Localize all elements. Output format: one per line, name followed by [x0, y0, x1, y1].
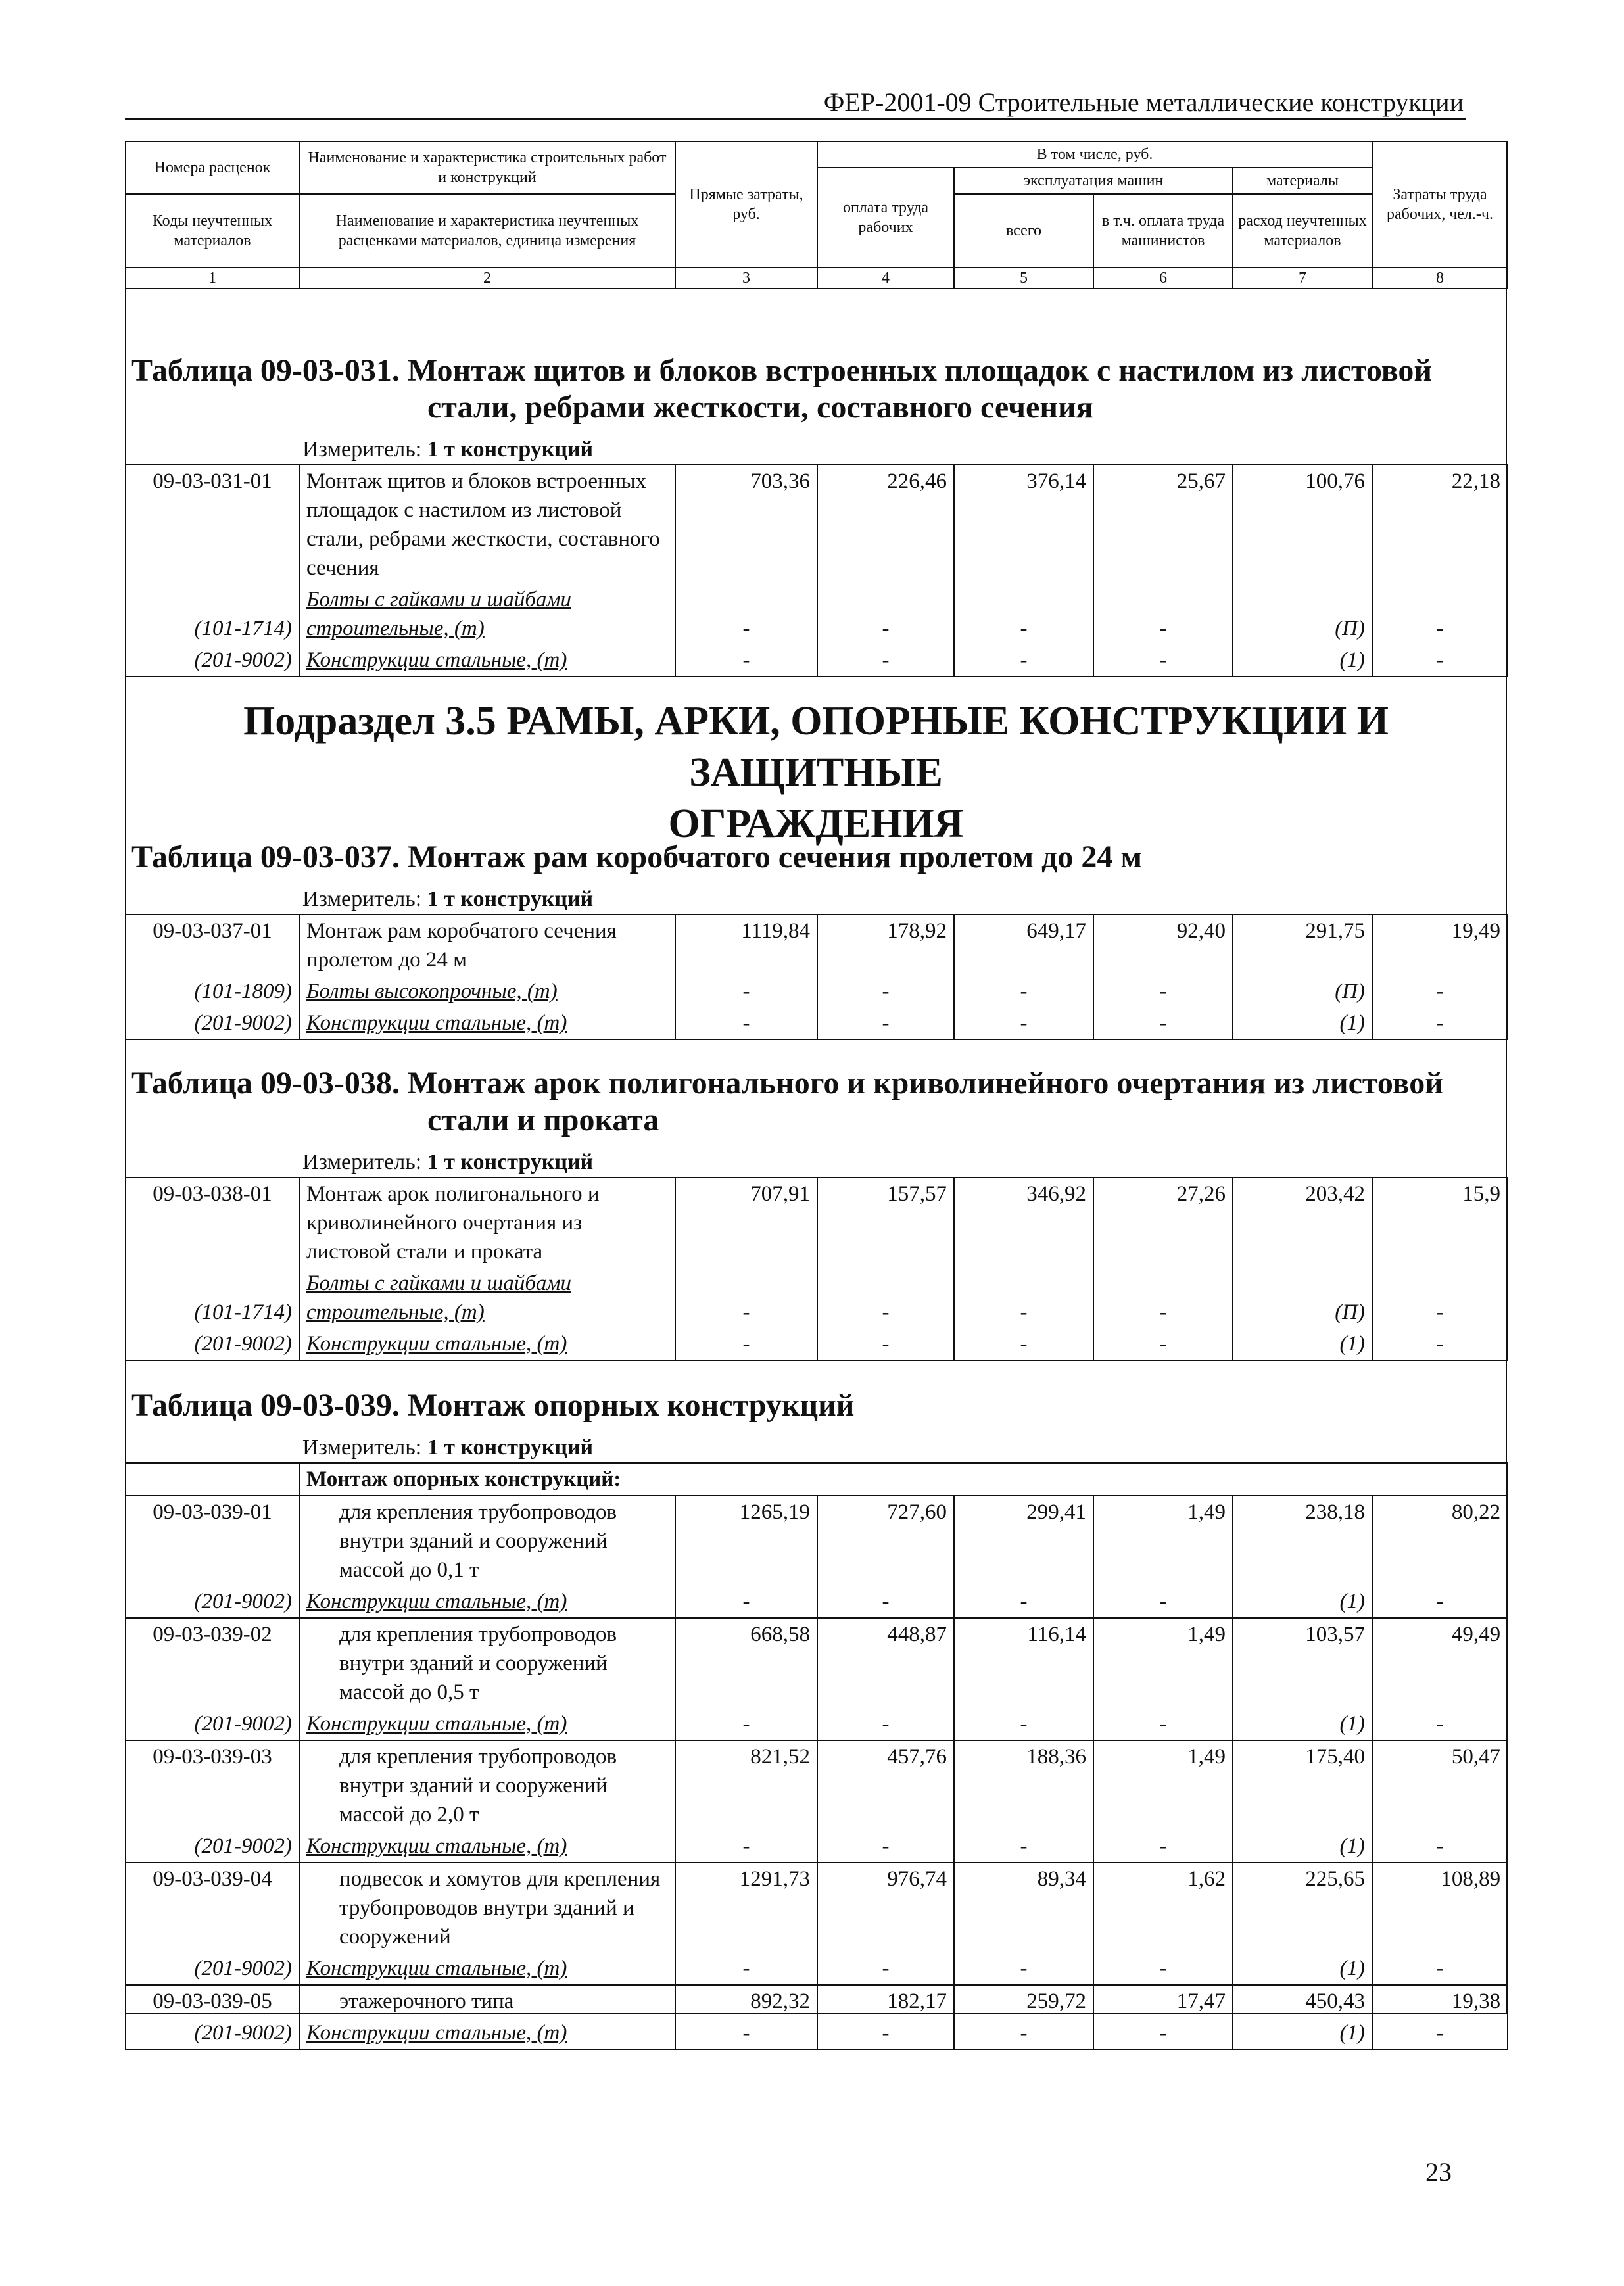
direct-cost: 668,58 [675, 1618, 817, 1708]
material-name: Болты высокопрочные, (т) [299, 976, 675, 1007]
empty-value: - [817, 1328, 954, 1360]
unit-label: Измеритель: [302, 1150, 422, 1174]
machines-total: 188,36 [954, 1740, 1093, 1830]
table-row [126, 1178, 1508, 1268]
column-header-table [125, 141, 1508, 289]
empty-value: - [1093, 644, 1233, 677]
col-number: 5 [954, 268, 1093, 289]
direct-cost: 1119,84 [675, 915, 817, 976]
rates-table [125, 914, 1508, 1040]
empty-value: - [675, 584, 817, 644]
table-row [126, 1740, 1508, 1830]
material-row [126, 1953, 1508, 1985]
empty-value: - [817, 1953, 954, 1985]
material-name: Болты с гайками и шайбами строительные, (т) [299, 1268, 675, 1328]
material-code: (201-9002) [126, 1007, 299, 1039]
empty-value: - [954, 1830, 1093, 1863]
unit-line [125, 885, 1507, 914]
rate-name: Монтаж арок полигонального и криволинейного очертания из листовой стали и проката [299, 1178, 675, 1268]
material-name: Конструкции стальные, (т) [299, 1586, 675, 1618]
rate-name: для крепления трубопроводов внутри зданий и сооружений массой до 0,1 т [299, 1496, 675, 1586]
rates-table [125, 464, 1508, 677]
empty-value: - [1093, 2017, 1233, 2049]
table-row [126, 465, 1508, 584]
material-usage: (1) [1233, 1830, 1372, 1863]
empty-value: - [1093, 1708, 1233, 1740]
rate-code: 09-03-039-01 [126, 1496, 299, 1586]
empty-value: - [1372, 1586, 1508, 1618]
col-header-wages: оплата труда рабочих [817, 168, 954, 268]
empty-value: - [1093, 1830, 1233, 1863]
materials: 238,18 [1233, 1496, 1372, 1586]
machinists-wages: 17,47 [1093, 1985, 1233, 2017]
material-code: (201-9002) [126, 644, 299, 677]
empty-value: - [817, 1007, 954, 1039]
table-row [126, 915, 1508, 976]
empty-value: - [817, 1268, 954, 1328]
material-code: (101-1714) [126, 584, 299, 644]
table-09-03-039 [125, 1387, 1507, 2050]
material-usage: (1) [1233, 1586, 1372, 1618]
labor-hours: 80,22 [1372, 1496, 1508, 1586]
machines-total: 346,92 [954, 1178, 1093, 1268]
empty-value: - [954, 1328, 1093, 1360]
empty-value: - [675, 1953, 817, 1985]
empty-value: - [1093, 1586, 1233, 1618]
materials: 175,40 [1233, 1740, 1372, 1830]
machines-total: 259,72 [954, 1985, 1093, 2017]
col-header-labor: Затраты труда рабочих, чел.-ч. [1372, 141, 1508, 268]
col-header-materials: материалы [1233, 168, 1372, 194]
materials: 103,57 [1233, 1618, 1372, 1708]
material-code: (101-1714) [126, 1268, 299, 1328]
col-number: 2 [299, 268, 675, 289]
material-row [126, 1708, 1508, 1740]
rate-name: Монтаж рам коробчатого сечения пролетом до 24 м [299, 915, 675, 976]
rate-name: этажерочного типа [299, 1985, 675, 2017]
empty-value: - [954, 1268, 1093, 1328]
col-header-direct: Прямые затраты, руб. [675, 141, 817, 268]
table-09-03-037 [125, 839, 1507, 1040]
rate-code: 09-03-039-03 [126, 1740, 299, 1830]
col-header-material-usage: расход неучтенных материалов [1233, 194, 1372, 268]
material-row [126, 1007, 1508, 1039]
direct-cost: 1291,73 [675, 1863, 817, 1953]
material-name: Конструкции стальные, (т) [299, 1328, 675, 1360]
labor-hours: 108,89 [1372, 1863, 1508, 1953]
material-row [126, 2017, 1508, 2049]
machinists-wages: 27,26 [1093, 1178, 1233, 1268]
material-code: (201-9002) [126, 1830, 299, 1863]
col-number: 1 [126, 268, 299, 289]
labor-hours: 50,47 [1372, 1740, 1508, 1830]
empty-value: - [954, 1007, 1093, 1039]
empty-value: - [675, 2017, 817, 2049]
material-usage: (1) [1233, 1007, 1372, 1039]
col-number: 7 [1233, 268, 1372, 289]
col-number: 4 [817, 268, 954, 289]
table-row [126, 1496, 1508, 1586]
unit-label: Измеритель: [302, 887, 422, 911]
table-title: Таблица 09-03-031. Монтаж щитов и блоков встроенных площадок с настилом из листовой [131, 353, 1432, 388]
empty-value: - [1372, 1708, 1508, 1740]
unit-value: 1 т конструкций [427, 1150, 594, 1174]
empty-value: - [1372, 2017, 1508, 2049]
labor-hours: 15,9 [1372, 1178, 1508, 1268]
empty-value: - [954, 644, 1093, 677]
direct-cost: 707,91 [675, 1178, 817, 1268]
empty-value: - [675, 1586, 817, 1618]
empty-value: - [1093, 1328, 1233, 1360]
direct-cost: 821,52 [675, 1740, 817, 1830]
table-row [126, 1863, 1508, 1953]
table-09-03-038 [125, 1065, 1507, 1361]
col-number: 3 [675, 268, 817, 289]
empty-value: - [1093, 584, 1233, 644]
materials: 100,76 [1233, 465, 1372, 584]
material-row [126, 1268, 1508, 1328]
page-number: 23 [1425, 2157, 1452, 2187]
col-header-name: Наименование и характеристика строительных работ и конструкций [299, 141, 675, 194]
material-row [126, 584, 1508, 644]
wages: 226,46 [817, 465, 954, 584]
rate-name: Монтаж щитов и блоков встроенных площадок с настилом из листовой стали, ребрами жесткости, составного сечения [299, 465, 675, 584]
table-title-cont: стали, ребрами жесткости, составного сечения [427, 390, 1093, 425]
machines-total: 649,17 [954, 915, 1093, 976]
material-name: Болты с гайками и шайбами строительные, (т) [299, 584, 675, 644]
empty-value: - [675, 1328, 817, 1360]
wages: 182,17 [817, 1985, 954, 2017]
material-name: Конструкции стальные, (т) [299, 1830, 675, 1863]
labor-hours: 19,38 [1372, 1985, 1508, 2017]
material-row [126, 1586, 1508, 1618]
empty-value: - [954, 1586, 1093, 1618]
material-code: (201-9002) [126, 1953, 299, 1985]
col-header-material-codes: Коды неучтенных материалов [126, 194, 299, 268]
material-usage: (1) [1233, 1953, 1372, 1985]
material-row [126, 1830, 1508, 1863]
direct-cost: 892,32 [675, 1985, 817, 2017]
material-code: (201-9002) [126, 1586, 299, 1618]
empty-value: - [675, 1830, 817, 1863]
empty-value: - [1372, 1953, 1508, 1985]
machines-total: 376,14 [954, 465, 1093, 584]
machinists-wages: 1,49 [1093, 1496, 1233, 1586]
empty-value: - [1372, 1268, 1508, 1328]
wages: 457,76 [817, 1740, 954, 1830]
unit-value: 1 т конструкций [427, 437, 594, 462]
material-name: Конструкции стальные, (т) [299, 1007, 675, 1039]
labor-hours: 49,49 [1372, 1618, 1508, 1708]
material-code: (201-9002) [126, 1328, 299, 1360]
labor-hours: 22,18 [1372, 465, 1508, 584]
empty-value: - [817, 1830, 954, 1863]
unit-line [125, 435, 1507, 464]
empty-value: - [817, 1586, 954, 1618]
material-usage: (1) [1233, 644, 1372, 677]
rate-name: подвесок и хомутов для крепления трубопроводов внутри зданий и сооружений [299, 1863, 675, 1953]
machinists-wages: 1,49 [1093, 1740, 1233, 1830]
table-row [126, 1618, 1508, 1708]
wages: 157,57 [817, 1178, 954, 1268]
table-09-03-031 [125, 352, 1507, 677]
wages: 178,92 [817, 915, 954, 976]
table-title: Таблица 09-03-039. Монтаж опорных конструкций [131, 1388, 855, 1423]
rate-name: для крепления трубопроводов внутри зданий и сооружений массой до 0,5 т [299, 1618, 675, 1708]
material-usage: (1) [1233, 2017, 1372, 2049]
material-usage: (П) [1233, 976, 1372, 1007]
rate-code: 09-03-039-04 [126, 1863, 299, 1953]
empty-value: - [1372, 976, 1508, 1007]
col-header-machines: эксплуатация машин [954, 168, 1233, 194]
material-usage: (П) [1233, 584, 1372, 644]
empty-value: - [1372, 584, 1508, 644]
unit-label: Измеритель: [302, 437, 422, 462]
material-row [126, 1328, 1508, 1360]
empty-value: - [954, 976, 1093, 1007]
direct-cost: 1265,19 [675, 1496, 817, 1586]
table-subheading-row [126, 1463, 1508, 1496]
machinists-wages: 1,62 [1093, 1863, 1233, 1953]
material-code: (201-9002) [126, 1708, 299, 1740]
unit-label: Измеритель: [302, 1435, 422, 1460]
machines-total: 299,41 [954, 1496, 1093, 1586]
material-name: Конструкции стальные, (т) [299, 644, 675, 677]
unit-value: 1 т конструкций [427, 1435, 594, 1460]
direct-cost: 703,36 [675, 465, 817, 584]
table-title: Таблица 09-03-037. Монтаж рам коробчатого сечения пролетом до 24 м [131, 840, 1143, 874]
table-row [126, 1985, 1508, 2017]
empty-value: - [1372, 1328, 1508, 1360]
empty-value: - [675, 644, 817, 677]
materials: 450,43 [1233, 1985, 1372, 2017]
material-name: Конструкции стальные, (т) [299, 1708, 675, 1740]
empty-value: - [1372, 644, 1508, 677]
material-code: (201-9002) [126, 2017, 299, 2049]
material-name: Конструкции стальные, (т) [299, 2017, 675, 2049]
col-header-machines-total: всего [954, 194, 1093, 268]
subsection-heading-line: ОГРАЖДЕНИЯ [668, 801, 964, 846]
running-header [125, 84, 1466, 120]
material-usage: (П) [1233, 1268, 1372, 1328]
labor-hours: 19,49 [1372, 915, 1508, 976]
rate-code: 09-03-039-05 [126, 1985, 299, 2017]
empty-value: - [1093, 1953, 1233, 1985]
empty-value: - [1093, 976, 1233, 1007]
material-name: Конструкции стальные, (т) [299, 1953, 675, 1985]
machines-total: 89,34 [954, 1863, 1093, 1953]
empty-value: - [954, 1708, 1093, 1740]
rate-code: 09-03-037-01 [126, 915, 299, 976]
materials: 291,75 [1233, 915, 1372, 976]
empty-value: - [817, 644, 954, 677]
table-subheading: Монтаж опорных конструкций: [299, 1463, 1508, 1496]
materials: 203,42 [1233, 1178, 1372, 1268]
material-row [126, 644, 1508, 677]
wages: 976,74 [817, 1863, 954, 1953]
empty-value: - [675, 1007, 817, 1039]
empty-value: - [817, 1708, 954, 1740]
unit-value: 1 т конструкций [427, 887, 594, 911]
col-number: 8 [1372, 268, 1508, 289]
empty-value: - [817, 2017, 954, 2049]
empty-value: - [675, 1708, 817, 1740]
wages: 727,60 [817, 1496, 954, 1586]
empty-value: - [954, 584, 1093, 644]
material-usage: (1) [1233, 1328, 1372, 1360]
empty-value: - [675, 1268, 817, 1328]
empty-value: - [675, 976, 817, 1007]
rate-code: 09-03-038-01 [126, 1178, 299, 1268]
empty-value: - [1093, 1268, 1233, 1328]
rates-table [125, 1177, 1508, 1361]
machines-total: 116,14 [954, 1618, 1093, 1708]
empty-value: - [954, 1953, 1093, 1985]
empty-value: - [817, 976, 954, 1007]
wages: 448,87 [817, 1618, 954, 1708]
table-title-cont: стали и проката [427, 1103, 659, 1137]
col-header-material-names: Наименование и характеристика неучтенных расценками материалов, единица измерения [299, 194, 675, 268]
col-number: 6 [1093, 268, 1233, 289]
empty-value: - [954, 2017, 1093, 2049]
rate-name: для крепления трубопроводов внутри зданий и сооружений массой до 2,0 т [299, 1740, 675, 1830]
col-header-code: Номера расценок [126, 141, 299, 194]
material-row [126, 976, 1508, 1007]
empty-value: - [1093, 1007, 1233, 1039]
col-header-machinists: в т.ч. оплата труда машинистов [1093, 194, 1233, 268]
rate-code: 09-03-031-01 [126, 465, 299, 584]
empty-value: - [1372, 1830, 1508, 1863]
subsection-heading [125, 696, 1507, 849]
unit-line [125, 1433, 1507, 1462]
machinists-wages: 25,67 [1093, 465, 1233, 584]
running-header-title: ФЕР-2001-09 Строительные металлические конструкции [823, 87, 1464, 117]
rate-code: 09-03-039-02 [126, 1618, 299, 1708]
rates-table [125, 1462, 1508, 2050]
material-usage: (1) [1233, 1708, 1372, 1740]
machinists-wages: 92,40 [1093, 915, 1233, 976]
empty-value: - [817, 584, 954, 644]
col-header-group: В том числе, руб. [817, 141, 1372, 168]
material-code: (101-1809) [126, 976, 299, 1007]
empty-value: - [1372, 1007, 1508, 1039]
unit-line [125, 1148, 1507, 1177]
materials: 225,65 [1233, 1863, 1372, 1953]
table-title: Таблица 09-03-038. Монтаж арок полигонального и криволинейного очертания из листовой [131, 1066, 1443, 1101]
subsection-heading-line: Подраздел 3.5 РАМЫ, АРКИ, ОПОРНЫЕ КОНСТРУКЦИИ И ЗАЩИТНЫЕ [243, 699, 1389, 795]
machinists-wages: 1,49 [1093, 1618, 1233, 1708]
